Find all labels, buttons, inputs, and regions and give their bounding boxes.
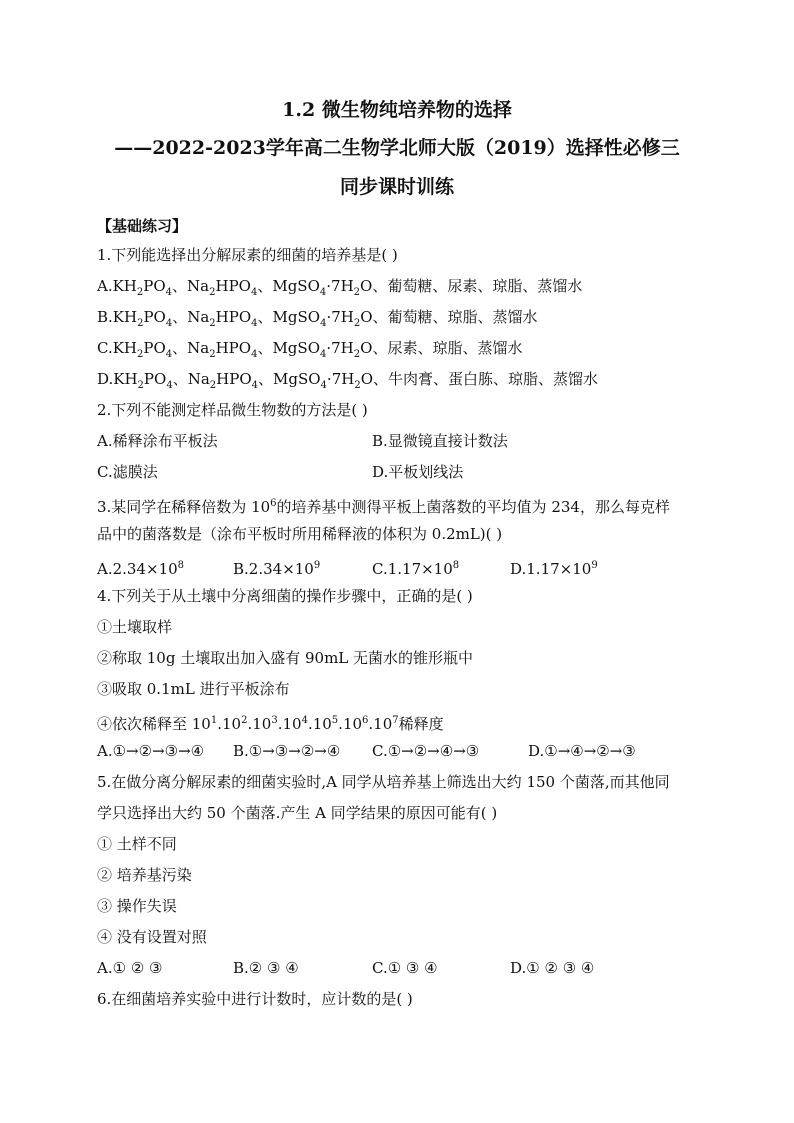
q4-stem: 4.下列关于从土壤中分离细菌的操作步骤中，正确的是( ) (97, 587, 473, 605)
q3-option-c: $C.1.17\times 10^8$ (372, 560, 460, 578)
q2-stem: 2.下列不能测定样品微生物数的方法是( ) (97, 401, 368, 419)
q4-step-2: ②称取 10g 土壤取出加入盛有 90mL 无菌水的锥形瓶中 (97, 649, 474, 667)
q2-option-a: A.稀释涂布平板法 (97, 432, 218, 450)
q6-stem: 6.在细菌培养实验中进行计数时，应计数的是( ) (97, 990, 413, 1008)
q4-option-b: B.①→③→②→④ (233, 742, 341, 760)
q5-options (97, 953, 707, 984)
q5-option-c: C.① ③ ④ (372, 959, 438, 977)
q5-item-2: ② 培养基污染 (97, 866, 192, 884)
q2-options-row1 (97, 426, 707, 457)
q5-option-b: B.② ③ ④ (233, 959, 299, 977)
q2-option-d: D.平板划线法 (372, 463, 464, 481)
q2-options-row2 (97, 457, 707, 488)
q4-step-1: ①土壤取样 (97, 618, 173, 636)
page-subtitle: ——2022-2023学年高二生物学北师大版（2019）选择性必修三 (114, 137, 680, 159)
question-body (97, 213, 707, 1015)
q3-option-a: $A.2.34\times 10^8$ (97, 560, 185, 578)
q5-item-3: ③ 操作失误 (97, 897, 177, 915)
q4-options (97, 736, 707, 767)
page-title: 1.2 微生物纯培养物的选择 (282, 99, 512, 121)
q3-option-d: $D.1.17\times 10^9$ (510, 560, 598, 578)
q1-option-d: $D.KH_2PO_4$、$Na_2HPO_4$、$MgSO_4\cdot 7H_2O$、牛肉膏、蛋白胨、琼脂、蒸馏水 (97, 370, 599, 391)
q3-stem: 3.某同学在稀释倍数为 $10^6$的培养基中测得平板上菌落数的平均值为 234，那么每克样 (97, 498, 670, 516)
q4-step-3: ③吸取 0.1mL 进行平板涂布 (97, 680, 290, 698)
q4-option-d: D.①→④→②→③ (528, 742, 636, 760)
q1-option-c: $C.KH_2PO_4$、$Na_2HPO_4$、$MgSO_4\cdot 7H_2O$、尿素、琼脂、蒸馏水 (97, 339, 523, 360)
q4-step-4: ④依次稀释至 $10^1.10^2.10^3.10^4.10^5.10^6.10^7$稀释度 (97, 715, 444, 733)
q5-item-1: ① 土样不同 (97, 835, 177, 853)
page-subtitle-2: 同步课时训练 (339, 176, 454, 198)
q5-item-4: ④ 没有设置对照 (97, 928, 207, 946)
q5-option-a: A.① ② ③ (97, 959, 163, 977)
section-label: 【基础练习】 (97, 217, 188, 235)
q2-option-b: B.显微镜直接计数法 (372, 432, 508, 450)
q5-option-d: D.① ② ③ ④ (510, 959, 595, 977)
q3-stem-2: 品中的菌落数是（涂布平板时所用稀释液的体积为 0.2mL)( ) (97, 525, 503, 543)
q3-options (97, 550, 707, 581)
q4-option-c: C.①→②→④→③ (372, 742, 480, 760)
q1-option-a: $A.KH_2PO_4$、$Na_2HPO_4$、$MgSO_4\cdot 7H_2O$、葡萄糖、尿素、琼脂、蒸馏水 (97, 277, 583, 298)
q3-option-b: $B.2.34\times 10^9$ (233, 560, 321, 578)
q1-option-b: $B.KH_2PO_4$、$Na_2HPO_4$、$MgSO_4\cdot 7H_2O$、葡萄糖、琼脂、蒸馏水 (97, 308, 538, 329)
q2-option-c: C.滤膜法 (97, 463, 158, 481)
q1-stem: 1.下列能选择出分解尿素的细菌的培养基是( ) (97, 246, 398, 264)
q4-option-a: A.①→②→③→④ (97, 742, 205, 760)
q5-stem: 5.在做分离分解尿素的细菌实验时,A 同学从培养基上筛选出大约 150 个菌落,而其他同 (97, 773, 670, 791)
q5-stem-2: 学只选择出大约 50 个菌落.产生 A 同学结果的原因可能有( ) (97, 804, 498, 822)
